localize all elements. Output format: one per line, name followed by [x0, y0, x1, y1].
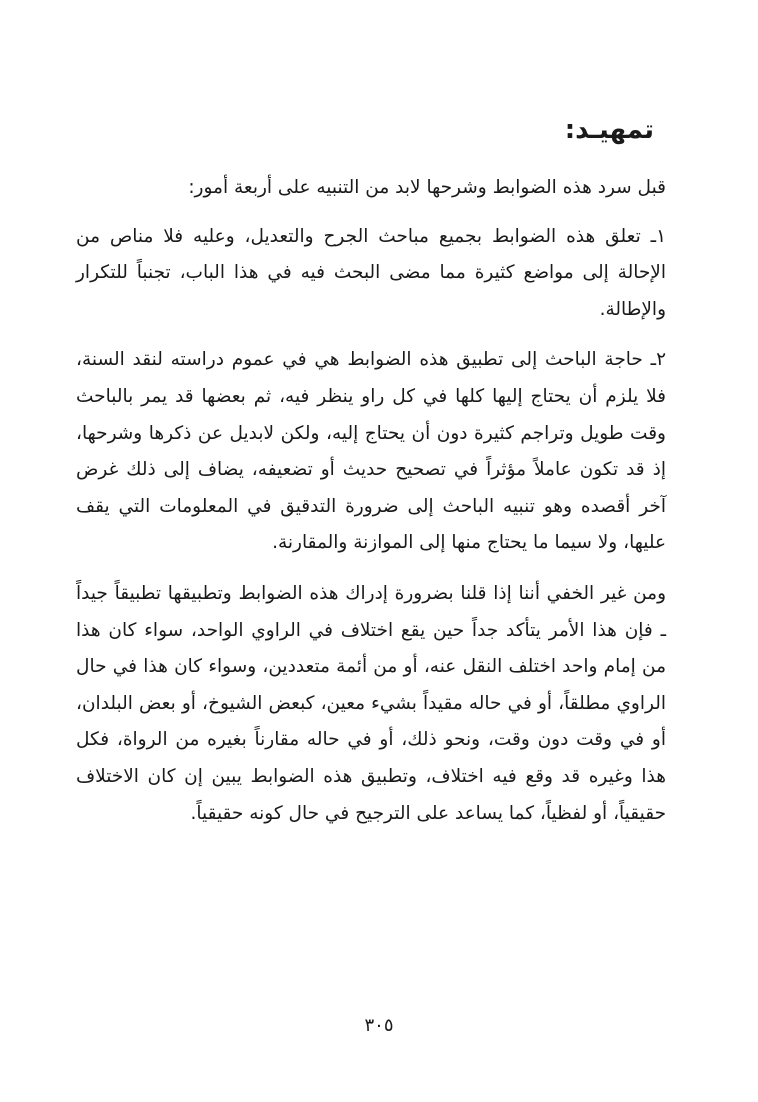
page-number: ٣٠٥ [364, 1015, 394, 1036]
body-text [76, 170, 666, 832]
section-heading: تمهيـد: [564, 115, 654, 145]
intro-paragraph: قبل سرد هذه الضوابط وشرحها لابد من التنبيه على أربعة أمور: [188, 177, 666, 198]
paragraph-3: ومن غير الخفي أننا إذا قلنا بضرورة إدراك هذه الضوابط وتطبيقها تطبيقاً جيداً ـ فإن هذا الأمر يتأكد جداً حين يقع اختلاف في الراوي الواحد، سواء كان هذا من إمام واحد اختلف النقل عنه، أو من أئمة متعددين، وسواء كان هذا في حال الراوي مطلقاً، أو في حاله مقيداً بشيء معين، كبعض الشيوخ، أو بعض البلدان، أو في وقت دون وقت، ونحو ذلك، أو في حاله مقارناً بغيره من الرواة، فكل هذا وغيره قد وقع فيه اختلاف، وتطبيق هذه الضوابط يبين إن كان الاختلاف حقيقياً، أو لفظياً، كما يساعد على الترجيح في حال كونه حقيقياً. [76, 582, 666, 824]
paragraph-2: ٢ـ حاجة الباحث إلى تطبيق هذه الضوابط هي في عموم دراسته لنقد السنة، فلا يلزم أن يحتاج إليها كلها في كل راو ينظر فيه، ثم بعضها قد يمر بالباحث وقت طويل وتراجم كثيرة دون أن يحتاج إليه، ولكن لابديل عن ذكرها وشرحها، إذ قد تكون عاملاً مؤثراً في تصحيح حديث أو تضعيفه، يضاف إلى ذلك غرض آخر أقصده وهو تنبيه الباحث إلى ضرورة التدقيق في المعلومات التي يقف عليها، ولا سيما ما يحتاج منها إلى الموازنة والمقارنة. [76, 349, 666, 554]
paragraph-1: ١ـ تعلق هذه الضوابط بجميع مباحث الجرح والتعديل، وعليه فلا مناص من الإحالة إلى مواضع كثيرة مما مضى البحث فيه في هذا الباب، تجنباً للتكرار والإطالة. [76, 225, 666, 320]
